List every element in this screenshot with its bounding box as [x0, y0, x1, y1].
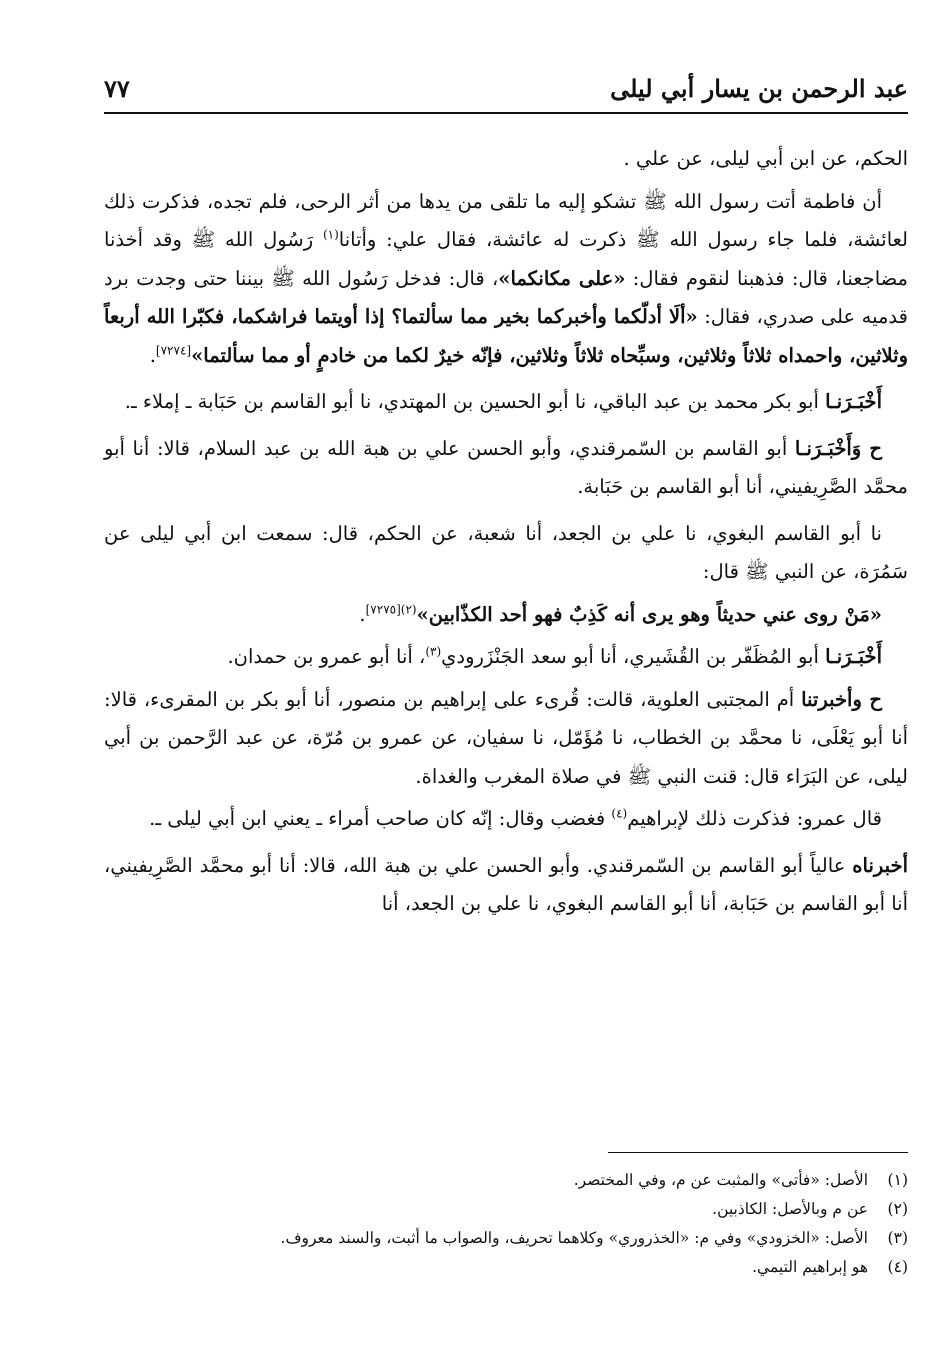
- footnote-divider: [608, 1152, 908, 1153]
- paragraph-end: .: [359, 602, 366, 626]
- footnote-text: عن م وبالأصل: الكاذبين.: [712, 1200, 868, 1218]
- paragraph-text: الحكم، عن ابن أبي ليلى، عن علي .: [623, 147, 908, 170]
- footnote-text: هو إبراهيم التيمي.: [752, 1258, 868, 1276]
- paragraph-9: [104, 800, 908, 839]
- paragraph-1: [104, 140, 908, 179]
- footnote-3: [104, 1224, 908, 1253]
- paragraph-end: .: [149, 343, 156, 367]
- paragraph-4: [104, 430, 908, 507]
- page-header: [104, 70, 908, 114]
- paragraph-6: [104, 596, 908, 635]
- paragraph-text-cont: ، قال: فدخل رَسُول الله ﷺ بيننا حتى وجدت برد قدميه على صدري، فقال:: [104, 266, 908, 328]
- paragraph-text: نا أبو القاسم البغوي، نا علي بن الجعد، أنا شعبة، عن الحكم، قال: سمعت ابن أبي ليلى عن سَمُرَة، عن النبي ﷺ قال:: [104, 521, 908, 583]
- paragraph-text: قال عمرو: فذكرت ذلك لإبراهيم: [627, 807, 882, 830]
- paragraph-text: أبو بكر محمد بن عبد الباقي، نا أبو الحسين بن المهتدي، نا أبو القاسم بن حَبَابة ـ إملاء ـ.: [124, 390, 826, 413]
- paragraph-2: [104, 183, 908, 376]
- hadith-quote: «مَنْ روى عني حديثاً وهو يرى أنه كَذِبٌ فهو أحد الكذّابين»: [416, 602, 882, 626]
- paragraph-8: [104, 681, 908, 797]
- footnote-marker: (٣): [425, 644, 442, 659]
- paragraph-7: [104, 638, 908, 677]
- footnote-number: (٢): [887, 1200, 908, 1218]
- footnote-number: (٣): [887, 1229, 908, 1247]
- footnote-number: (١): [887, 1171, 908, 1189]
- hadith-quote: «على مكانكما»: [498, 266, 626, 290]
- hadith-reference: [٧٢٧٥]: [365, 602, 401, 616]
- main-text: [104, 140, 908, 928]
- paragraph-text: أبو المُظَفّر بن القُشَيري، أنا أبو سعد الجَنْزَرودي: [441, 645, 826, 668]
- footnotes: [104, 1166, 908, 1282]
- chain-lead-word: أَخْبَـرَنـا: [825, 645, 882, 668]
- footnote-marker: (٤): [611, 806, 628, 821]
- footnote-number: (٤): [887, 1258, 908, 1276]
- paragraph-5: [104, 515, 908, 592]
- chain-lead-word: أَخْبَـرَنـا: [825, 390, 882, 413]
- footnote-1: [104, 1166, 908, 1195]
- paragraph-text: أبو القاسم بن السّمرقندي، وأبو الحسن علي بن هبة الله بن عبد السلام، قالا: أنا أبو محمَّد الصَّرِيفيني، أنا أبو القاسم بن حَبَابة.: [104, 436, 908, 498]
- footnote-text: الأصل: «فأتى» والمثبت عن م، وفي المختصر.: [573, 1171, 868, 1189]
- paragraph-10: [104, 847, 908, 924]
- hadith-reference: [٧٢٧٤]: [155, 343, 192, 357]
- footnote-marker: (١): [322, 227, 339, 242]
- paragraph-3: [104, 383, 908, 422]
- paragraph-text-cont: رَسُول الله ﷺ وقد أخذنا مضاجعنا، قال: فذهبنا لنقوم فقال:: [104, 228, 908, 290]
- page-number: ٧٧: [104, 74, 130, 103]
- footnote-2: [104, 1195, 908, 1224]
- running-title: عبد الرحمن بن يسار أبي ليلى: [610, 74, 908, 103]
- hadith-quote: «ألَا أدلّكما وأخبركما بخير مما سألتما؟ إذا أويتما فراشكما، فكبّرا الله أربعاً وثلاثين، واحمداه ثلاثاً وثلاثين، وسبِّحاه ثلاثاً وثلاثين، فإنّه خيرٌ لكما من خادمٍ أو مما سألتما»: [104, 305, 908, 367]
- footnote-4: [104, 1253, 908, 1282]
- paragraph-text: عالياً أبو القاسم بن السّمرقندي. وأبو الحسن علي بن هبة الله، قالا: أنا أبو محمَّد الصَّرِيفيني، أنا أبو القاسم بن حَبَابة، أنا أبو القاسم البغوي، نا علي بن الجعد، أنا: [104, 853, 908, 915]
- footnote-marker: (٢): [400, 602, 417, 616]
- footnote-text: الأصل: «الخزودي» وفي م: «الخذروري» وكلاهما تحريف، والصواب ما أثبت، والسند معروف.: [280, 1229, 868, 1247]
- paragraph-text: أن فاطمة أتت رسول الله ﷺ تشكو إليه ما تلقى من يدها من أثر الرحى، فلم تجده، فذكرت ذلك لعائشة، فلما جاء رسول الله ﷺ ذكرت له عائشة، فقال علي: وأتانا: [104, 189, 908, 251]
- paragraph-text: أم المجتبى العلوية، قالت: قُرىء على إبراهيم بن منصور، أنا أبو بكر بن المقرىء، قالا: أنا أبو يَعْلَى، نا محمَّد بن الخطاب، نا مُؤَمّل، نا سفيان، عن عمرو بن مُرّة، عن عبد الرَّحمن بن أبي ليلى، عن البَرَاء قال: قنت النبي ﷺ في صلاة المغرب والغداة.: [104, 687, 908, 788]
- chain-lead-word: ح وأخبرتنا: [801, 687, 882, 711]
- paragraph-text-cont: ، أنا أبو عمرو بن حمدان.: [227, 645, 426, 668]
- paragraph-text-cont: فغضب وقال: إنّه كان صاحب أمراء ـ يعني ابن أبي ليلى ـ.: [149, 807, 612, 830]
- chain-lead-word: ح وَأَخْبَـرَنـا: [794, 436, 883, 460]
- chain-lead-word: أخبرناه: [852, 853, 908, 877]
